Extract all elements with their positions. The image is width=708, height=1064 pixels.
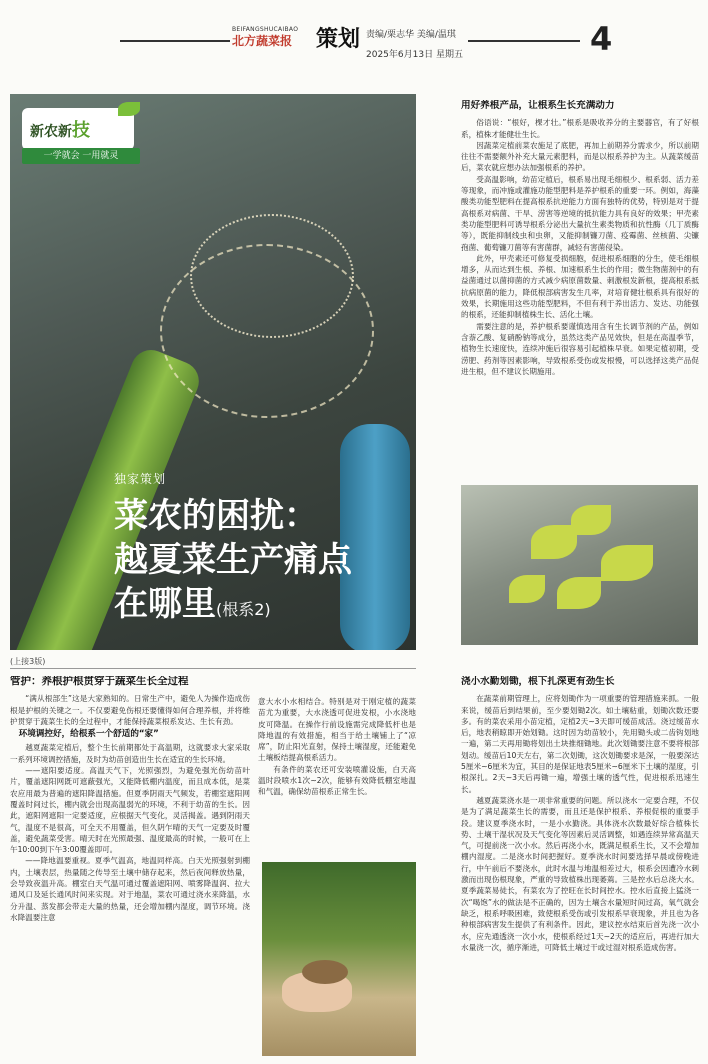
continued-note: (上接3版) (10, 657, 46, 666)
article-root-products: 用好养根产品，让根系生长充满动力 俗语说：“根好，棵才壮。”根系是吸收养分的主要器官，有了好根系，植株才能健壮生长。 因蔬菜定植前菜农施足了底肥，再加上前期养分需求少，所以前期往往不需要额外补充大量元素肥料，而是以根系养护为主。从蔬菜缓苗后，菜农就应想办法加强根系的养护。 受高温影响，幼苗定植后，根系易出现毛细根少、根系弱、活力差等现象，而冲施或灌施功能型肥料是养护根系的重要一环。例如，海藻酸类功能型肥料在提高根系抗逆能力方面有独特的优势，特别是对于提高根系对病菌、干旱、涝害等逆境的抵抗能力具有良好的效果；甲壳素类功能型肥料可诱导根系分泌出大量抗生素类物质和抗性酶（几丁质酶等），既能抑制线虫和虫卵，又能抑制镰刀菌、疫霉菌、丝核菌、尖镰孢菌、葡萄镰刀菌等有害菌群，减轻有害菌侵染。 此外，甲壳素还可修复受损细胞，促进根系细胞的分生，使毛细根增多，从而达到生根、养根、加速根系生长的作用；微生物菌剂中的有益菌通过以菌抑菌的方式减少病原菌数量、刺激根发新根，提高根系抵抗病原菌的能力，降低根部病害发生几率，对培育健壮根系具有很好的效果，长期施用这些功能型肥料，不但有利于养出活力、发达、功能强的根系，还能抑制植株生长、活化土壤。 需要注意的是，养护根系要谨慎选用含有生长调节剂的产品，例如含萘乙酸、复硝酚钠等成分，虽然这类产品见效快，但是在高温季节，植物生长速度快，连续冲施后很容易引起植株早衰。如果定植初期，受涝肥、药剂等因素影响，导致根系受伤或发根慢，可以选择这类产品促进生根，但不建议长期施用。 (461, 100, 699, 376)
subheading: 环境调控好，给根系一个舒适的“家” (18, 729, 159, 740)
badge-title: 新农新技 (30, 120, 90, 141)
column-badge (22, 102, 160, 164)
section-divider (10, 668, 416, 669)
article-management: 管护：养根护根贯穿于蔬菜生长全过程 “满从根部生”这是大家熟知的。日常生产中，避免人为操作造成伤根是护根的关键之一。不仅要避免伤根还要懂得如何合理养根，并将维护贯穿于蔬菜生长的全过程中，才能保持蔬菜根系发达、生长有劲。 环境调控好，给根系一个舒适的“家” 越夏蔬菜定植后，整个生长前期都处于高温期，这就要求大家采取一系列环境调控措施，及时为幼苗创造出生长在适宜的生长环境。 ——遮阳要适度。高温天气下，光照强烈，为避免强光伤幼苗叶片，覆盖遮阳网既可遮蔽强光，又能降低棚内温度，而且成本低，是菜农应用最为普遍的遮阳降温措施。但夏季阴雨天气频发，若棚室遮阳网覆盖时间过长，棚内就会出现高温弱光的环境，不利于幼苗的生长。因此，遮阳网遮阳一定要适度，应根据天气变化，灵活揭盖。遇到阴雨天气，温度不是很高，可全天不用覆盖，但久阴乍晴的天气一定要及时覆盖，避免蔬菜受害。晴天时在光照最强、温度最高的时候，一般可在上午10:00到下午3:00覆盖即可。 ——降地温要重视。夏季气温高，地温同样高。白天光照强射到棚内，土壤表层，热量随之传导至土壤中储存起来，然后夜间释放热量，会导致夜温升高。棚室白天气温可通过覆盖遮阳网、喷雾降温润、拉大通风口及延长通风时间来实现。对于地温，菜农可通过浇水来降温，水分升温、蒸发都会带走大量的热量，还会增加棚内湿度，调节环境。浇水降温要注意 (10, 676, 250, 922)
issue-date: 2025年6月13日 星期五 (366, 50, 463, 60)
article-watering-hoeing: 浇小水勤划锄，根下扎深更有劲生长 在蔬菜前期管理上，应将划锄作为一项重要的管理措施来抓。一般来说，缓苗后到结果前，至少要划锄2次。如土壤粘重，划锄次数还要多。有的菜农采用小苗定植，定植2天~3天即可缓苗成活。浇过缓苗水后，地表稍晾即开始划锄。这时因为幼苗较小，先用锄头或二齿钩划地一遍，第二天再用锄将划出土块推细锄地。此次划锄要注意不要将根部划动。缓苗后10天左右，第二次划锄，这次划锄要求是深，一般要深达5厘米~6厘米为宜，其目的是保证地表5厘米~6厘米下土壤的湿度，引根深扎。2天~3天后再锄一遍，增强土壤的透气性，促进根系迅速生长。 越夏蔬菜浇水是一项非常重要的问题。所以浇水一定要合理，不仅是为了满足蔬菜生长的需要，而且还是保护根系、养根促根的重要手段。建议夏季浇水时，一是小水勤浇。具体浇水次数最好综合植株长势、土壤干湿状况及天气变化等因素后灵活调整，如遇连续异常高温天气，可提前浇一次小水。然后再浇小水，既满足根系生长，又不会增加棚内湿度。二是浇水时间把握好。夏季浇水时间要选择早晨或傍晚进行，中午前后不要浇水，此时水温与地温相差过大，根系会因遭冷水刺激而出现伤根现象，严重的导致植株出现萎蔫。三是控水后总浇大水。夏季蔬菜易徒长，有菜农为了控旺在长时间控水。控水后直接上猛浇一次“喝饱”水的做法是不正确的，因为土壤含水量短时间过高，氧气就会缺乏，根系呼吸困难，致使根系受伤或引发根系早衰现象，并且也为各种根部病害发生提供了有利条件。因此，建议控水结束后首先浇一次小水，应先通透浇一次小水，使根系经过1天~2天的适应后，再进行加大水量浇一次，循序渐进，可降低土壤过干或过湿对根系造成伤害。 (461, 676, 699, 952)
logo-pinyin: BEIFANGSHUCAIBAO (232, 26, 299, 33)
hero-headline: 菜农的困扰： 越夏菜生产痛点 在哪里(根系2) (114, 496, 352, 624)
newspaper-logo (232, 26, 316, 48)
article-heading: 管护：养根护根贯穿于蔬菜生长全过程 (10, 676, 189, 687)
exclusive-tag: 独家策划 (114, 472, 167, 486)
seedling-photo (461, 485, 698, 645)
soil-in-hand-photo (262, 862, 416, 1056)
article-heading: 用好养根产品，让根系生长充满动力 (461, 100, 615, 111)
article-heading: 浇小水勤划锄，根下扎深更有劲生长 (461, 676, 615, 687)
badge-subtitle: 一学就会 一用就灵 (22, 148, 140, 164)
plant-root-shape (190, 214, 354, 338)
page-number: 4 (590, 20, 613, 58)
leaf-icon (118, 102, 140, 116)
masthead-rule-left (120, 40, 230, 42)
section-title: 策划 (316, 26, 361, 52)
article-management-cont: 意大水小水相结合。特别是对于刚定植的蔬菜苗尤为重要，大水浇透可促进发根，小水浇地皮可降温。在操作行前设施需完成降低杆也是降地温的有效措施，相当于给土壤铺上了“凉席”，防止阳光直射，保持土壤湿度，还能避免土壤板结提高根系活力。 有条件的菜农还可安装喷灌设施，白天高温时段喷水1次~2次，能够有效降低棚室地温和气温，确保幼苗根系正常生长。 (258, 697, 416, 797)
logo-name: 北方蔬菜报 (232, 34, 293, 48)
editor-credits: 责编/栗志华 美编/温琪 (366, 30, 456, 40)
masthead-rule-right (468, 40, 580, 42)
